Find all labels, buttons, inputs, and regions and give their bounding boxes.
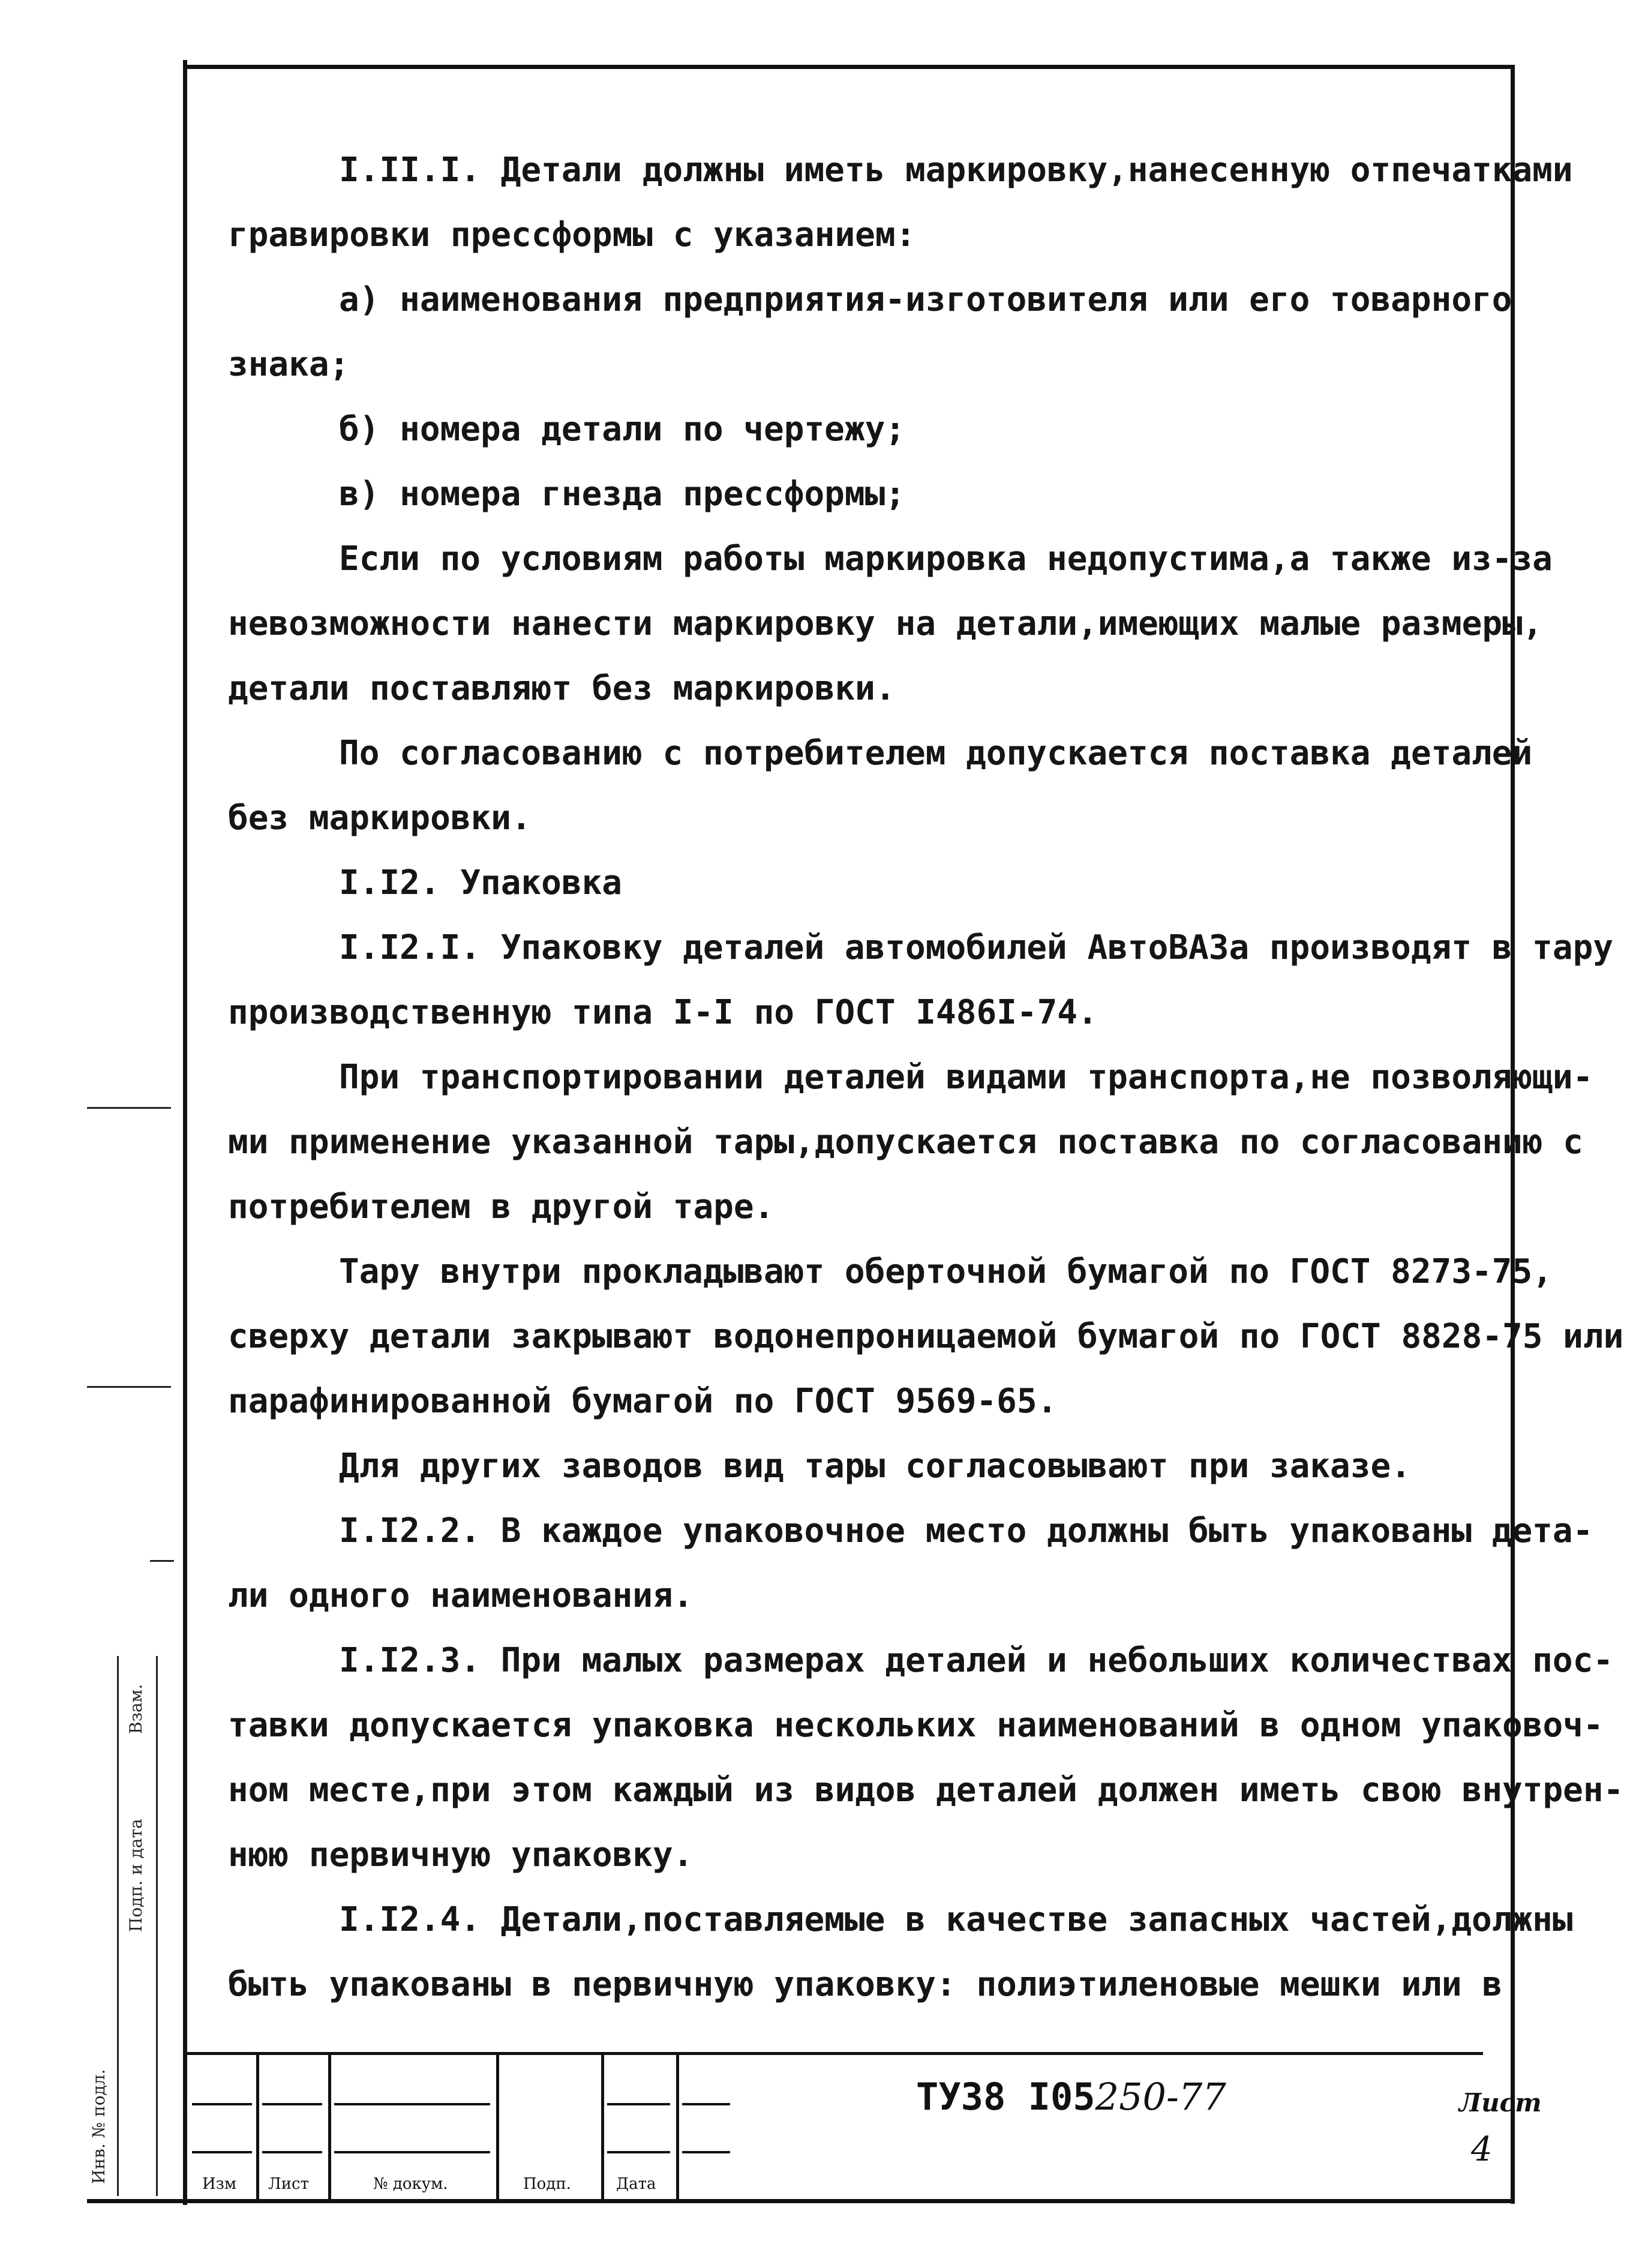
- sheet-label: Лист: [1459, 2088, 1542, 2117]
- paragraph-line: По согласованию с потребителем допускается поставка деталей: [339, 734, 1533, 773]
- margin-tick: [150, 1560, 174, 1562]
- paragraph-line: ли одного наименования.: [228, 1576, 694, 1615]
- section-heading: I.I2. Упаковка: [339, 863, 623, 902]
- title-block-row-line: [682, 2103, 730, 2105]
- paragraph-line: б) номера детали по чертежу;: [339, 410, 906, 449]
- margin-tick: [87, 1107, 171, 1109]
- col-label-izm: Изм: [202, 2175, 237, 2193]
- paragraph-line: тавки допускается упаковка нескольких наименований в одном упаковоч-: [228, 1706, 1604, 1745]
- title-block-divider: [496, 2052, 499, 2199]
- paragraph-line: гравировки прессформы с указанием:: [228, 215, 916, 254]
- paragraph-line: знака;: [228, 345, 350, 384]
- paragraph-line: а) наименования предприятия-изготовителя или его товарного: [339, 280, 1512, 319]
- paragraph-line: Если по условиям работы маркировка недопустима,а также из-за: [339, 539, 1553, 578]
- title-block-row-line: [334, 2151, 490, 2153]
- paragraph-line: Для других заводов вид тары согласовывают при заказе.: [339, 1447, 1411, 1486]
- stamp-label-inv: Инв. № подл.: [89, 2069, 109, 2184]
- paragraph-line: детали поставляют без маркировки.: [228, 669, 896, 708]
- paragraph-line: ном месте,при этом каждый из видов деталей должен иметь свою внутрен-: [228, 1771, 1624, 1810]
- paragraph-line: I.I2.3. При малых размерах деталей и небольших количествах пос-: [339, 1641, 1614, 1680]
- title-block-row-line: [607, 2103, 670, 2105]
- paragraph-line: I.I2.2. В каждое упаковочное место должны быть упакованы дета-: [339, 1511, 1593, 1550]
- title-block-top-line: [187, 2052, 1483, 2055]
- document-code: [916, 2075, 1226, 2119]
- stamp-line: [156, 1656, 158, 2196]
- col-label-doc-number: № докум.: [373, 2175, 448, 2193]
- stamp-label-sign-date: Подп. и дата: [126, 1819, 146, 1932]
- paragraph-line: парафинированной бумагой по ГОСТ 9569-65.: [228, 1382, 1058, 1421]
- paragraph-line: I.I2.4. Детали,поставляемые в качестве запасных частей,должны: [339, 1900, 1573, 1939]
- margin-stamp: [84, 1656, 168, 2196]
- title-block-row-line: [607, 2151, 670, 2153]
- paragraph-line: сверху детали закрывают водонепроницаемой бумагой по ГОСТ 8828-75 или: [228, 1317, 1624, 1356]
- paragraph-line: При транспортировании деталей видами транспорта,не позволяющи-: [339, 1058, 1593, 1097]
- paragraph-line: нюю первичную упаковку.: [228, 1835, 694, 1874]
- frame-top-border: [183, 65, 1515, 69]
- frame-left-border: [183, 60, 187, 2205]
- title-block-row-line: [262, 2103, 322, 2105]
- frame-bottom-border: [87, 2199, 1515, 2203]
- margin-ticks: [84, 1098, 174, 1698]
- document-body: [228, 138, 1624, 2017]
- stamp-label-replace: Взам.: [126, 1684, 146, 1734]
- stamp-line: [117, 1656, 119, 2196]
- title-block-divider: [601, 2052, 604, 2199]
- margin-tick: [87, 1386, 171, 1388]
- paragraph-line: производственную типа I-I по ГОСТ I486I-74.: [228, 993, 1098, 1032]
- paragraph-line: невозможности нанести маркировку на детали,имеющих малые размеры,: [228, 604, 1543, 643]
- col-label-list: Лист: [268, 2175, 309, 2193]
- col-label-signature: Подп.: [523, 2175, 571, 2193]
- paragraph-line: I.I2.I. Упаковку деталей автомобилей АвтоВАЗа производят в тару: [339, 928, 1614, 967]
- title-block-row-line: [682, 2151, 730, 2153]
- paragraph-line: быть упакованы в первичную упаковку: полиэтиленовые мешки или в: [228, 1965, 1503, 2004]
- document-code-handwritten: 250-77: [1095, 2075, 1226, 2119]
- paragraph-line: без маркировки.: [228, 799, 532, 838]
- title-block-row-line: [262, 2151, 322, 2153]
- paragraph-line: в) номера гнезда прессформы;: [339, 475, 906, 514]
- sheet-number: 4: [1471, 2130, 1493, 2169]
- title-block-divider: [256, 2052, 259, 2199]
- title-block-row-line: [192, 2103, 252, 2105]
- col-label-date: Дата: [616, 2175, 656, 2193]
- document-code-typed: ТУ38 I05: [916, 2075, 1095, 2119]
- title-block-row-line: [192, 2151, 252, 2153]
- title-block-row-line: [334, 2103, 490, 2105]
- title-block-divider: [676, 2052, 679, 2199]
- paragraph-line: Тару внутри прокладывают оберточной бумагой по ГОСТ 8273-75,: [339, 1252, 1553, 1291]
- paragraph-line: потребителем в другой таре.: [228, 1187, 775, 1226]
- title-block-divider: [328, 2052, 331, 2199]
- paragraph-line: ми применение указанной тары,допускается поставка по согласованию с: [228, 1123, 1583, 1162]
- paragraph-line: I.II.I. Детали должны иметь маркировку,нанесенную отпечатками: [339, 151, 1573, 190]
- title-block: [187, 2052, 1542, 2199]
